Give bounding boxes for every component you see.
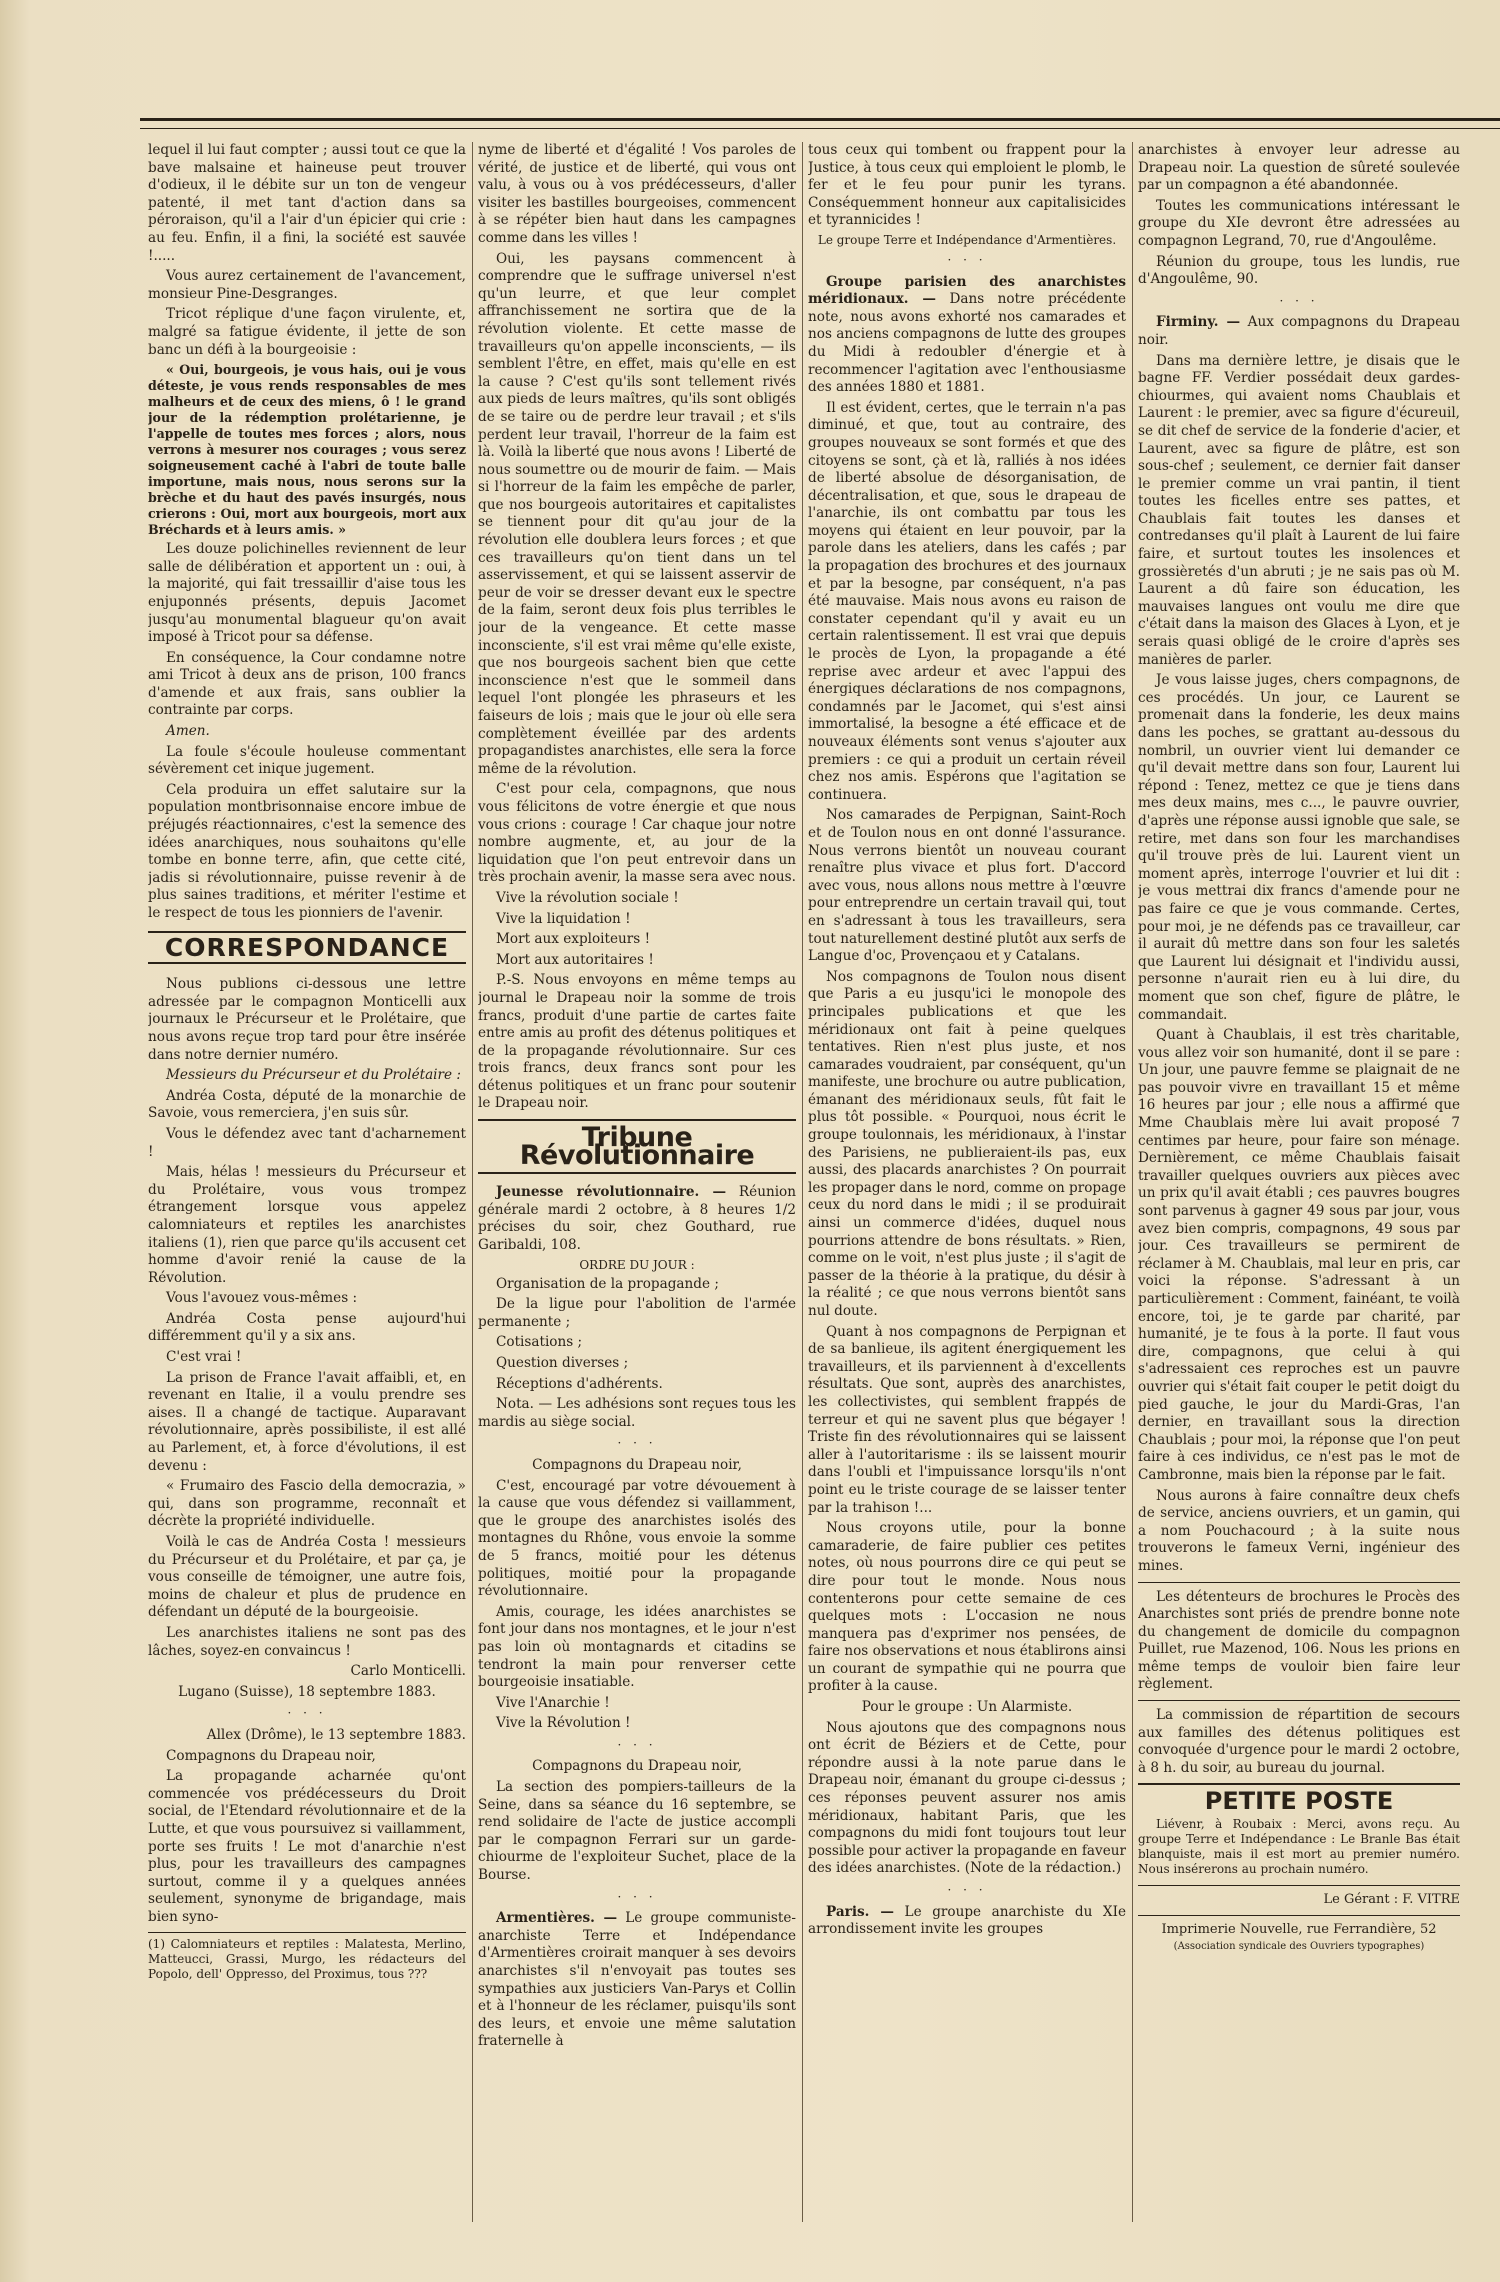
imprint — [1138, 1915, 1460, 1956]
paragraph: Les anarchistes italiens ne sont pas des lâches, soyez-en convaincus ! — [148, 1624, 466, 1659]
greeting: Compagnons du Drapeau noir, — [532, 1456, 742, 1473]
paragraph: Andréa Costa pense aujourd'hui différemment qu'il y a six ans. — [148, 1310, 466, 1345]
signature: Pour le groupe : Un Alarmiste. — [861, 1699, 1073, 1716]
paragraph: Réunion du groupe, tous les lundis, rue d'Angoulême, 90. — [1138, 253, 1460, 288]
paragraph: Les détenteurs de brochures le Procès des Anarchistes sont priés de prendre bonne note du changement de domicile du compagnon Puillet, rue Mazenod, 106. Nous les prions en même temps de vouloir bien faire leur règlement. — [1138, 1588, 1460, 1693]
paragraph: La commission de répartition de secours aux familles des détenus politiques est convoquée d'urgence pour le mardi 2 octobre, à 8 h. du soir, au bureau du journal. — [1138, 1707, 1460, 1776]
quote: « Oui, bourgeois, je vous hais, oui je vous déteste, je vous rends responsables de mes malheurs et de ceux des miens, ô ! le grand jour de la rédemption prolétarienne, je l'appelle de toutes mes forces ; alors, nous verrons à mesurer nos courages ; vous serez soigneusement caché à l'abri de toute balle importune, mais nous, nous serons sur la brèche et du haut des pavés insurgés, nous crierons : Oui, mort aux bourgeois, mort aux Bréchards et à leurs amis. » — [148, 362, 466, 538]
paragraph: Les douze polichinelles reviennent de leur salle de délibération et apportent un : oui, à la majorité, qui fait tressaillir d'aise tous les enjuponnés présents, depuis Jacomet jusqu'au monumental blagueur qu'on avait imposé à Tricot pour sa défense. — [148, 541, 466, 646]
paragraph: Messieurs du Précurseur et du Prolétaire : — [166, 1067, 461, 1084]
divider — [1138, 1582, 1460, 1583]
subhead: Firminy. — — [1156, 314, 1241, 331]
paragraph: Il est évident, certes, que le terrain n'a pas diminué, et que, tout au contraire, des groupes nouveaux se sont formés et que des citoyens se sont, çà et là, ralliés à nos idées de liberté absolue de désorganisation, de décentralisation, et que, sous le drapeau de l'anarchie, ils ont combattu par tous les moyens qui étaient en leur pouvoir, par la parole dans les ateliers, dans les cafés ; par la propagation des brochures et des journaux et par la besogne, par conséquent, n'a pas été mauvaise. Mais nous avons eu raison de constater cependant qu'il y avait eu un certain ralentissement. Il est vrai que depuis le procès de Lyon, la propagande a été reprise avec ardeur et avec l'appui des énergiques déclarations de nos compagnons, condamnés par le Jacomet, qui s'est ainsi immortalisé, la besogne a été efficace et de nouveaux éléments sont venus s'ajouter aux premiers : ce qui a produit un certain réveil chez nos amis. Espérons que l'agitation se continuera. — [808, 399, 1126, 803]
column-4 — [1138, 142, 1460, 1956]
paragraph: Nos camarades de Perpignan, Saint-Roch et de Toulon nous en ont donné l'assurance. Nous verrons bientôt un nouveau courant renaître plus vivace et plus fort. D'accord avec vous, nous allons nous mettre à l'œuvre pour entreprendre un certain travail qui, tout en s'adressant à tous les travailleurs, sera tout naturellement destiné plutôt aux serfs de Langue d'oc, Provençaou et y Catalans. — [808, 807, 1126, 965]
paragraph: C'est, encouragé par votre dévouement à la cause que vous défendez si vaillamment, que le groupe des anarchistes isolés des montagnes du Rhône, vous envoie la somme de 5 francs, moitié pour les détenus politiques, moitié pour la propagande révolutionnaire. — [478, 1477, 796, 1600]
paragraph: Quant à nos compagnons de Perpignan et de sa banlieue, ils agitent énergiquement les travailleurs, et ils parviennent à d'excellents résultats. Que sont, auprès des anarchistes, les collectivistes, qui semblent frappés de terreur et qui ne savent plus que bégayer ! Triste fin des révolutionnaires qui se laissent aller à l'autoritarisme : ils se laissent mourir dans l'oubli et l'impuissance lorsqu'ils n'ont point eu le triste courage de se laisser tenter par la trahison !... — [808, 1323, 1126, 1516]
section-title-petite-poste: PETITE POSTE — [1138, 1783, 1460, 1811]
paragraph — [478, 1910, 796, 2051]
subhead: Armentières. — — [496, 1910, 618, 1927]
text: Réunion générale mardi 2 octobre, à 8 heures 1/2 précises du soir, chez Gouthard, rue Garibaldi, 108. — [478, 1184, 796, 1254]
dateline: Allex (Drôme), le 13 septembre 1883. — [206, 1726, 466, 1743]
text: Le groupe communiste-anarchiste Terre et Indépendance d'Armentières croirait manquer à ses devoirs anarchistes s'il n'envoyait pas toutes ses sympathies aux justiciers Van-Parys et Collin et à l'honneur de les réclamer, puisqu'ils sont des leurs, et envoie une même salutation fraternelle à — [478, 1910, 796, 2050]
paragraph: Amis, courage, les idées anarchistes se font jour dans nos montagnes, et le jour n'est pas loin où montagnards et citadins se tendront la main pour renverser cette bourgeoisie insatiable. — [478, 1603, 796, 1691]
paragraph: Voilà le cas de Andréa Costa ! messieurs du Précurseur et du Prolétaire, et par ça, je vous conseille de témoigner, une autre fois, moins de chaleur et plus de prudence en défendant un député de la bourgeoisie. — [148, 1534, 466, 1621]
paragraph: Vous aurez certainement de l'avancement, monsieur Pine-Desgranges. — [148, 268, 466, 302]
paragraph: Oui, les paysans commencent à comprendre que le suffrage universel n'est qu'un leurre, et que leur complet affranchissement ne sortira que de la révolution violente. Et cette masse de travailleurs qu'on appelle inconscients, — ils semblent l'être, en effet, mais qu'elle en est la cause ? C'est qu'ils sont tellement rivés aux pieds de leurs maîtres, qu'ils sont obligés de se taire ou de perdre leur travail ; et s'ils perdent leur travail, l'horreur de la faim est là. Voilà la liberté que nous avons ! Liberté de nous soumettre ou de mourir de faim. — Mais si l'horreur de la faim les empêche de parler, que nos bourgeois autoritaires et capitalistes se tiennent pour dit qu'au jour de la révolution elle doublera leurs forces ; et que ces travailleurs qu'on tient dans un tel asservissement, et qui se laissent asservir de peur de voir se dresser devant eux le spectre de la faim, seront deux fois plus terribles le jour de la vengeance. Et cette masse inconsciente, s'il est vrai même qu'elle existe, que nos bourgeois sachent bien que cette inconscience n'est que le sommeil dans lequel l'ont plongée les phraseurs et les faiseurs de lois ; mais que le jour où elle sera complètement éveillée par des ardents propagandistes anarchistes, elle sera la force même de la révolution. — [478, 250, 796, 777]
paragraph: anarchistes à envoyer leur adresse au Drapeau noir. La question de sûreté soulevée par un compagnon a été abandonnée. — [1138, 142, 1460, 194]
paragraph: Nous publions ci-dessous une lettre adressée par le compagnon Monticelli aux journaux le Précurseur et le Prolétaire, que nous avons reçue trop tard pour être insérée dans notre dernier numéro. — [148, 976, 466, 1063]
paragraph: « Frumairo des Fascio della democrazia, » qui, dans son programme, reconnaît et décrète la propriété individuelle. — [148, 1478, 466, 1530]
paragraph: La foule s'écoule houleuse commentant sévèrement cet inique jugement. — [148, 743, 466, 778]
greeting: Compagnons du Drapeau noir, — [532, 1758, 742, 1775]
agenda-item: Réceptions d'adhérents. — [496, 1375, 663, 1392]
paragraph: Mais, hélas ! messieurs du Précurseur et du Prolétaire, vous vous trompez étrangement lorsque vous appelez calomniateurs et reptiles les anarchistes italiens (1), rien que parce qu'ils accusent cet homme d'avoir renié la cause de la Révolution. — [148, 1164, 466, 1286]
paragraph: Nous croyons utile, pour la bonne camaraderie, de faire publier ces petites notes, où nous pourrons dire ce qui peut se dire pour tout le monde. Nous nous contenterons pour cette semaine de ces quelques mots : L'occasion ne nous manquera pas d'exprimer nos pensées, de faire nos observations et nous établirons ainsi un courant de sympathie qui ne pourra que profiter à la cause. — [808, 1520, 1126, 1695]
paragraph: La propagande acharnée qu'ont commencée vos prédécesseurs du Droit social, de l'Etendard révolutionnaire et de la Lutte, et que vous poursuivez si vaillamment, porte ses fruits ! Le mot d'anarchie n'est plus, pour les travailleurs des campagnes surtout, comme il y a quelques années seulement, synonyme de brigandage, mais bien syno- — [148, 1768, 466, 1925]
column-3 — [808, 142, 1126, 1942]
cry: Vive la liquidation ! — [496, 910, 631, 927]
cry: Mort aux autoritaires ! — [496, 951, 654, 968]
paragraph: Vous l'avouez vous-mêmes : — [166, 1290, 358, 1307]
section-title-correspondance: CORRESPONDANCE — [148, 931, 466, 965]
paragraph: En conséquence, la Cour condamne notre ami Tricot à deux ans de prison, 100 francs d'amende et aux frais, sans oublier la contrainte par corps. — [148, 649, 466, 719]
paragraph: La section des pompiers-tailleurs de la Seine, dans sa séance du 16 septembre, se rend solidaire de l'acte de justice accompli par le compagnon Ferrari sur un garde-chiourme de l'exploiteur Suchet, place de la Bourse. — [478, 1779, 796, 1884]
separator: · · · — [947, 1883, 987, 1897]
text: Dans notre précédente note, nous avons exhorté nos camarades et nos anciens compagnons de lutte des groupes du Midi à redoubler d'énergie et à recommencer l'agitation avec l'enthousiasme des années 1880 et 1881. — [808, 291, 1126, 396]
signature: Carlo Monticelli. — [350, 1663, 466, 1680]
ordre-du-jour: ORDRE DU JOUR : — [579, 1257, 695, 1272]
signature: Le groupe Terre et Indépendance d'Armentières. — [817, 232, 1117, 247]
separator: · · · — [617, 1889, 657, 1904]
paragraph: C'est vrai ! — [166, 1349, 242, 1366]
column-divider — [802, 142, 803, 2222]
paragraph: P.-S. Nous envoyons en même temps au journal le Drapeau noir la somme de trois francs, produit d'une partie de cartes faite entre amis au profit des détenus politiques et de la propagande révolutionnaire. Sur ces trois francs, deux francs sont pour les détenus politiques et un franc pour soutenir le Drapeau noir. — [478, 972, 796, 1112]
subhead: Paris. — — [826, 1903, 894, 1920]
paragraph: Nota. — Les adhésions sont reçues tous les mardis au siège social. — [478, 1396, 796, 1430]
column-divider — [472, 142, 473, 2222]
agenda-item: Question diverses ; — [496, 1355, 629, 1371]
agenda-item: Cotisations ; — [496, 1334, 583, 1351]
paragraph: Compagnons du Drapeau noir, — [166, 1747, 376, 1764]
footnote: (1) Calomniateurs et reptiles : Malatesta, Merlino, Matteucci, Grassi, Murgo, les rédacteurs del Popolo, dell' Oppresso, del Proximus, tous ??? — [148, 1932, 466, 1982]
paragraph: nyme de liberté et d'égalité ! Vos paroles de vérité, de justice et de liberté, qui vous ont valu, à vous ou à vos prédécesseurs, d'aller visiter les bastilles bourgeoises, commencent à se répéter bien haut dans les campagnes comme dans les villes ! — [478, 142, 796, 246]
paragraph: Dans ma dernière lettre, je disais que le bagne FF. Verdier possédait deux gardes-chiourmes, qui avaient noms Chaublais et Laurent : le premier, avec sa figure d'écureuil, se dit chef de service de la fonderie d'acier, et Laurent, avec sa figure de plâtre, est son sous-chef ; seulement, ce dernier fait danser le premier comme un vrai pantin, il tient toutes les ficelles entre ses pattes, et Chaublais fait toutes les danses et contredanses qu'il plaît à Laurent de lui faire faire, et surtout toutes les insolences et grossièretés d'un abruti ; je ne sais pas où M. Laurent a dû faire son éducation, les mauvaises langues ont voulu me dire que c'était dans la maison des Glaces à Lyon, et je serais quasi obligé de le croire d'après ses manières de parler. — [1138, 352, 1460, 668]
paragraph: Liévenr, à Roubaix : Merci, avons reçu. Au groupe Terre et Indépendance : Le Branle Bas était blanquiste, mais il est mort au premier numéro. Nous insérerons au prochain numéro. — [1138, 1817, 1460, 1877]
paragraph: Nos compagnons de Toulon nous disent que Paris a eu jusqu'ici le monopole des principales publications et que les méridionaux ont fait à peine quelques tentatives. Rien n'est plus juste, et nos camarades voudraient, par conséquent, qu'un manifeste, une brochure ou autre publication, émanant des méridionaux seuls, fût fait le plus tôt possible. « Pourquoi, nous écrit le groupe toulonnais, les méridionaux, à l'instar des Parisiens, ne publieraient-ils pas, eux aussi, des placards anarchistes ? On pourrait les propager dans le nord, comme on propage ceux du nord dans le midi ; il se produirait ainsi un commerce d'idées, duquel nous pourrions attendre de bons résultats. » Rien, comme on le voit, n'est plus juste ; il s'agit de passer de la théorie à la pratique, du désir à la réalité ; ce que nous verrons bientôt sans nul doute. — [808, 968, 1126, 1319]
gerant-line: Le Gérant : F. VITRE — [1138, 1885, 1460, 1909]
paragraph — [808, 1904, 1126, 1939]
text: Aux compagnons du Drapeau noir. — [1138, 314, 1460, 348]
paragraph: Cela produira un effet salutaire sur la population montbrisonnaise encore imbue de préjugés réactionnaires, c'est la semence des idées anarchiques, nous souhaitons qu'elle tombe en bonne terre, afin, que cette cité, jadis si révolutionnaire, puisse revenir à de plus saines traditions, et mériter l'estime et le respect de tous les pionniers de l'avenir. — [148, 781, 466, 921]
column-1 — [148, 142, 466, 1982]
dateline: Lugano (Suisse), 18 septembre 1883. — [178, 1683, 436, 1700]
column-2 — [478, 142, 796, 2054]
paragraph: La prison de France l'avait affaibli, et, en revenant en Italie, il a voulu prendre ses aises. Il a changé de tactique. Auparavant révolutionnaire, après possibiliste, il est allé au Parlement, et, à force d'évolutions, il est devenu : — [148, 1369, 466, 1474]
text: Le groupe anarchiste du XIe arrondissement invite les groupes — [808, 1903, 1126, 1938]
paragraph: Nous aurons à faire connaître deux chefs de service, anciens ouvriers, et un gamin, qui a nom Pouchacourd ; à la suite nous trouverons le fameux Verni, ingénieur des mines. — [1138, 1487, 1460, 1574]
cry: Vive la révolution sociale ! — [496, 889, 679, 906]
top-rule — [140, 118, 1500, 129]
subhead: Groupe parisien des anarchistes méridionaux. — — [808, 273, 1126, 308]
paragraph: Nous ajoutons que des compagnons nous ont écrit de Béziers et de Cette, pour répondre aussi à la note parue dans le Drapeau noir, émanant du groupe ci-dessus ; ces réponses peuvent assurer nos amis méridionaux, habitant Paris, que les compagnons du midi font toujours tout leur possible pour activer la propagande en faveur des idées anarchistes. (Note de la rédaction.) — [808, 1719, 1126, 1877]
paragraph: Andréa Costa, député de la monarchie de Savoie, vous remerciera, j'en suis sûr. — [148, 1087, 466, 1122]
paragraph: Je vous laisse juges, chers compagnons, de ces procédés. Un jour, ce Laurent se promenait dans la fonderie, les deux mains dans les poches, se grattant au-dessous du nombril, un ouvrier vient lui demander ce qu'il devait mettre dans son four, Laurent lui répond : Tenez, mettez ce que je tiens dans mes deux mains, mes c..., le pauvre ouvrier, d'après une réponse aussi ignoble que sale, se retire, met dans son four les marchandises qu'il trouve près de lui. Laurent vient un moment après, interroge l'ouvrier et lui dit : je vous mettrai dix francs d'amende pour ne pas faire ce que je vous commande. Certes, pour moi, je ne défends pas ce travailleur, car il aurait dû mettre dans son four les saletés que Laurent lui désignait et l'individu aussi, personne n'aurait rien eu à lui dire, du moment que son chef, figure de plâtre, le commandait. — [1138, 672, 1460, 1023]
paragraph: tous ceux qui tombent ou frappent pour la Justice, à tous ceux qui emploient le plomb, le fer et le feu pour punir les tyrans. Conséquemment honneur aux capitalisicides et tyrannicides ! — [808, 142, 1126, 229]
cry: Vive la Révolution ! — [496, 1715, 631, 1732]
separator: · · · — [617, 1436, 657, 1451]
separator: · · · — [1279, 293, 1319, 308]
paragraph — [1138, 314, 1460, 349]
separator: · · · — [617, 1737, 657, 1752]
divider — [1138, 1700, 1460, 1701]
subhead: Jeunesse révolutionnaire. — — [496, 1184, 727, 1201]
section-title-tribune: Tribune Révolutionnaire — [478, 1119, 796, 1174]
paragraph: Tricot réplique d'une façon virulente, et, malgré sa fatigue évidente, il jette de son banc un défi à la bourgeoisie : — [148, 306, 466, 358]
paragraph: Vous le défendez avec tant d'acharnement ! — [148, 1125, 466, 1160]
agenda-item: Organisation de la propagande ; — [496, 1275, 719, 1292]
paragraph — [808, 274, 1126, 397]
paragraph — [478, 1184, 796, 1254]
paragraph: Toutes les communications intéressant le groupe du XIe devront être adressées au compagnon Legrand, 70, rue d'Angoulême. — [1138, 197, 1460, 249]
paragraph: lequel il lui faut compter ; aussi tout ce que la bave malsaine et haineuse peut trouver d'odieux, il le débite sur un ton de vengeur patenté, il met tant d'action dans sa péroraison, qu'il a l'air d'un épicier qui crie : au feu. Enfin, il a fini, la société est sauvée !..... — [148, 142, 466, 264]
paragraph: Amen. — [166, 723, 210, 740]
paragraph: C'est pour cela, compagnons, que nous vous félicitons de votre énergie et que nous vous crions : courage ! Car chaque jour notre nombre augmente, et, au jour de la liquidation que l'on peut entrevoir dans un très prochain avenir, la masse sera avec nous. — [478, 781, 796, 886]
imprint-name: Imprimerie Nouvelle, rue Ferrandière, 52 — [1161, 1921, 1437, 1937]
cry: Mort aux exploiteurs ! — [496, 931, 651, 948]
paragraph: Quant à Chaublais, il est très charitable, vous allez voir son humanité, dont il se pare : Un jour, une pauvre femme se plaignait de ne pas pouvoir vivre en travaillant 15 et même 16 heures par jour ; elle nous a affirmé que Mme Chaublais mère lui avait proposé 7 centimes par heure, pour faire son ménage. Dernièrement, ce même Chaublais faisait travailler quelques ouvriers aux pièces avec un prix qu'il avait établi ; ces pauvres bougres sont parvenus à gagner 49 sous par jour, vous avez bien compris, compagnons, 49 sous par jour. Ces travailleurs se permirent de réclamer à M. Chaublais, mal leur en pris, car voici la réponse. S'adressant à un particulièrement : Comment, fainéant, te voilà encore, toi, je te garde par charité, par humanité, je te fous à la porte. Il faut vous dire, compagnons, que celui à qui s'adressaient ces reproches est un pauvre ouvrier qui s'était fait couper le petit doigt du pied gauche, le jour du Mardi-Gras, l'an dernier, en travaillant sous la direction Chaublais ; pour moi, la réponse que l'on peut faire à ces individus, ce n'est pas le mot de Cambronne, mais bien la réponse par le fait. — [1138, 1027, 1460, 1483]
cry: Vive l'Anarchie ! — [496, 1694, 610, 1711]
agenda-item: De la ligue pour l'abolition de l'armée permanente ; — [478, 1296, 796, 1330]
column-divider — [1132, 142, 1133, 2222]
separator: · · · — [947, 252, 987, 267]
imprint-sub: (Association syndicale des Ouvriers typographes) — [1173, 1941, 1425, 1953]
separator: · · · — [287, 1706, 327, 1721]
